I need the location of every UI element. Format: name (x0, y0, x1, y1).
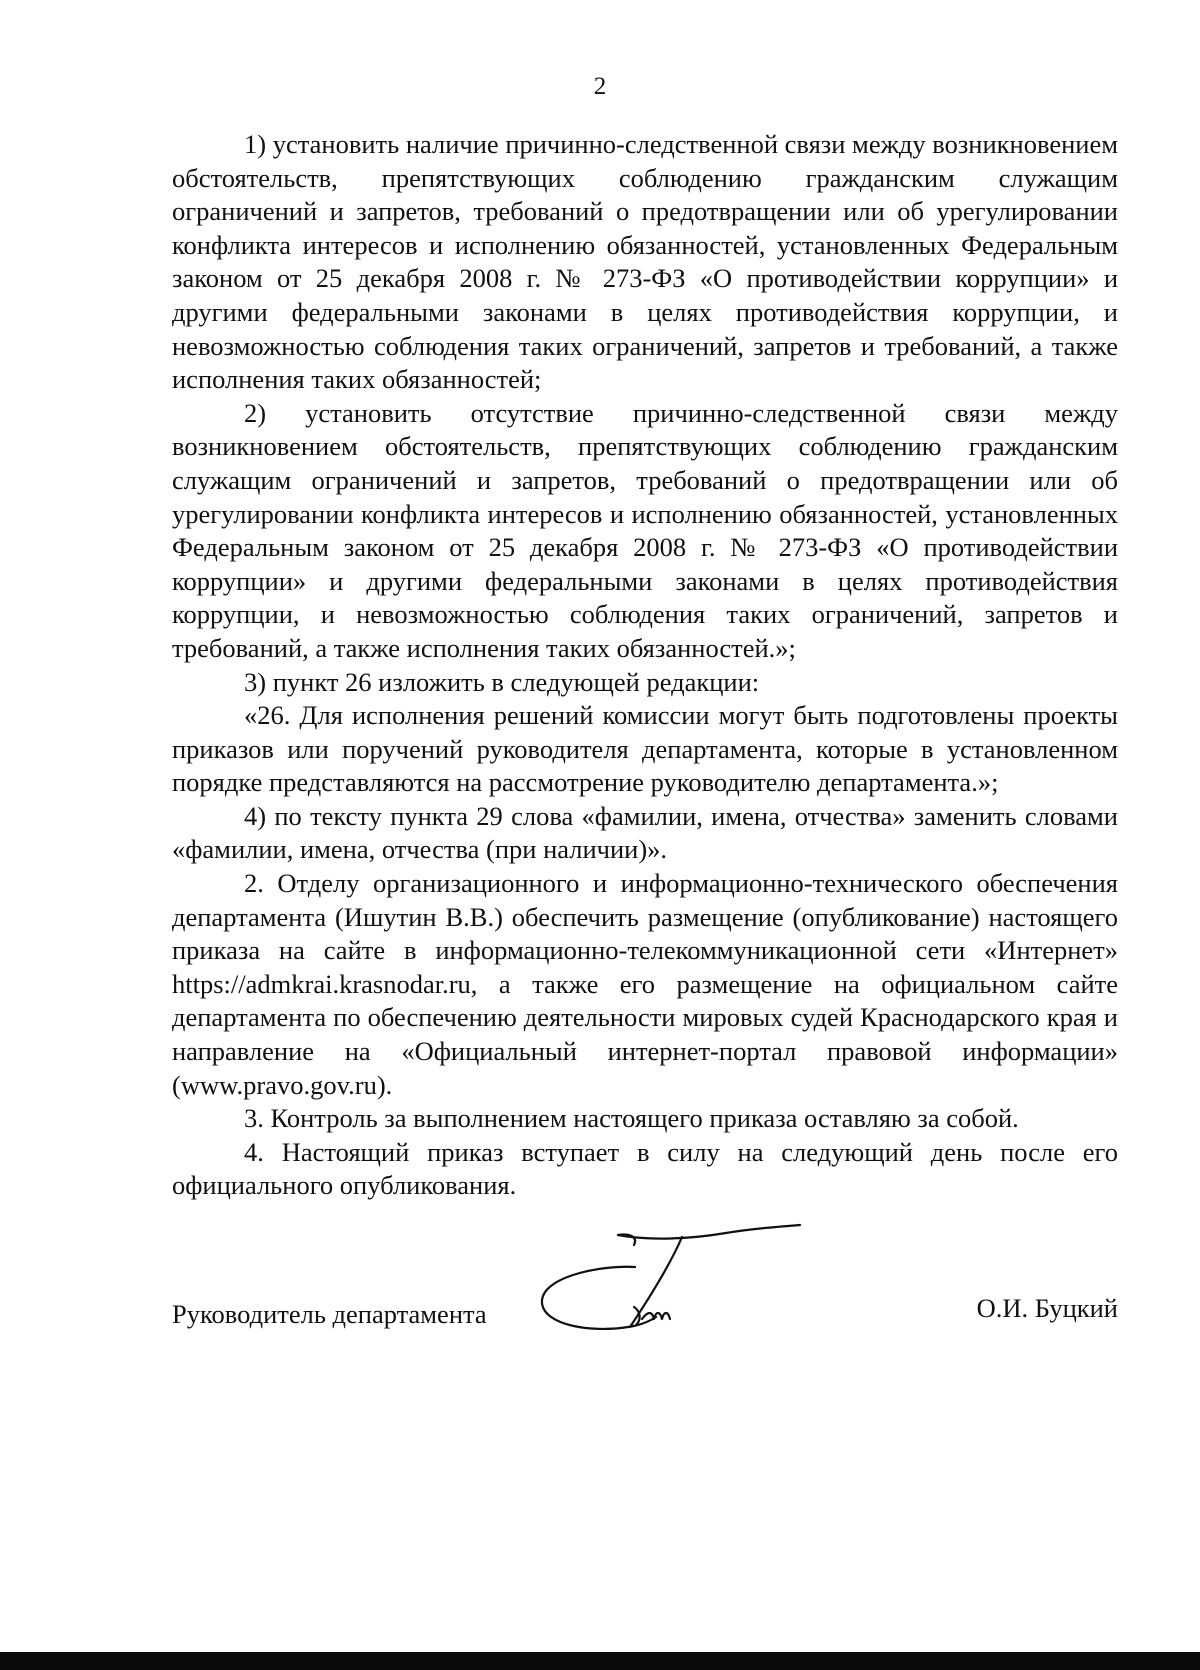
paragraph-section-4: 4. Настоящий приказ вступает в силу на следующий день после его официального опубликования. (172, 1136, 1118, 1201)
signature-block (172, 1288, 1118, 1328)
paragraph-section-3: 3. Контроль за выполнением настоящего приказа оставляю за собой. (244, 1103, 1019, 1134)
paragraph-item-4: 4) по тексту пункта 29 слова «фамилии, имена, отчества» заменить словами «фамилии, имена, отчества (при наличии)». (172, 800, 1118, 865)
paragraph-item-1: 1) установить наличие причинно-следственной связи между возникновением обстоятельств, препятствующих соблюдению гражданским служащим ограничений и запретов, требований о предотвращении или об урегулировании конфликта интересов и исполнению обязанностей, установленных Федеральным законом от 25 декабря 2008 г. № 273-ФЗ «О противодействии коррупции» и другими федеральными законами в целях противодействия коррупции, и невозможностью соблюдения таких ограничений, запретов и требований, а также исполнения таких обязанностей; (172, 129, 1118, 395)
paragraph-point-26: «26. Для исполнения решений комиссии могут быть подготовлены проекты приказов или поручений руководителя департамента, которые в установленном порядке представляются на рассмотрение руководителю департамента.»; (172, 700, 1118, 798)
paragraph-item-3: 3) пункт 26 изложить в следующей редакции: (244, 666, 760, 697)
signer-name: О.И. Буцкий (976, 1293, 1118, 1323)
page-number: 2 (593, 73, 607, 100)
document-body (172, 128, 1118, 1203)
signer-position: Руководитель департамента (172, 1299, 487, 1329)
scan-bottom-edge (0, 1652, 1200, 1670)
paragraph-section-2: 2. Отделу организационного и информационно-технического обеспечения департамента (Ишутин В.В.) обеспечить размещение (опубликование) настоящего приказа на сайте в информационно-телекоммуникационной сети «Интернет» https://admkrai.krasnodar.ru, а также его размещение на официальном сайте департамента по обеспечению деятельности мировых судей Краснодарского края и направление на «Официальный интернет-портал правовой информации» (www.pravo.gov.ru). (172, 868, 1118, 1100)
paragraph-item-2: 2) установить отсутствие причинно-следственной связи между возникновением обстоятельств, препятствующих соблюдению гражданским служащим ограничений и запретов, требований о предотвращении или об урегулировании конфликта интересов и исполнению обязанностей, установленных Федеральным законом от 25 декабря 2008 г. № 273-ФЗ «О противодействии коррупции» и другими федеральными законами в целях противодействия коррупции, и невозможностью соблюдения таких ограничений, запретов и требований, а также исполнения таких обязанностей.»; (172, 397, 1118, 663)
